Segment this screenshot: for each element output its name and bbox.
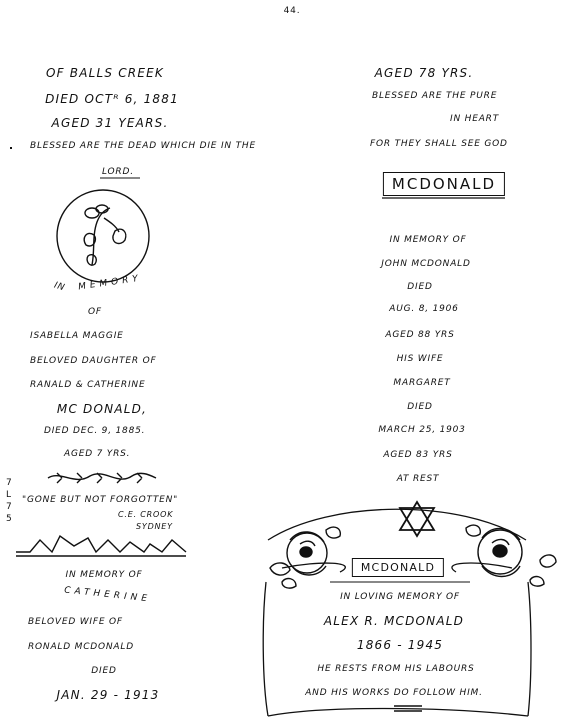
right-top-line-3: IN HEART xyxy=(450,114,500,124)
jagged-border xyxy=(16,536,186,556)
left-rose-drawing xyxy=(270,527,340,588)
family-name-box: MCDONALD xyxy=(383,172,505,196)
john-line-10: AGED 83 YRS xyxy=(383,450,453,460)
page-number: 44. xyxy=(283,6,301,16)
final-line-3: DIED xyxy=(91,666,117,676)
margin-mark-1: 7 xyxy=(6,478,13,488)
final-line-1: BELOVED WIFE OF xyxy=(28,617,123,627)
john-line-3: DIED xyxy=(407,282,433,292)
person-line-4: MC DONALD, xyxy=(56,402,148,416)
john-line-8: DIED xyxy=(407,402,433,412)
john-line-2: JOHN MCDONALD xyxy=(381,259,471,269)
catherine-arc: CATHERINE xyxy=(63,585,152,605)
in-memory-of-line: IN MEMORY OF xyxy=(65,570,143,580)
left-of-word: OF xyxy=(88,307,102,317)
alex-line-5: AND HIS WORKS DO FOLLOW HIM. xyxy=(305,688,483,698)
maker-line-2: SYDNEY xyxy=(136,522,173,531)
margin-mark-3: 7 xyxy=(6,502,13,512)
alex-line-4: HE RESTS FROM HIS LABOURS xyxy=(317,664,475,674)
right-top-line-2: BLESSED ARE THE PURE xyxy=(372,91,498,101)
john-line-5: AGED 88 YRS xyxy=(385,330,455,340)
john-line-1: IN MEMORY OF xyxy=(389,235,467,245)
right-rose-drawing xyxy=(466,525,556,586)
final-line-2: RONALD MCDONALD xyxy=(28,642,134,652)
left-line-1: OF BALLS CREEK xyxy=(46,66,164,80)
scroll-name-box: MCDONALD xyxy=(352,558,444,577)
left-line-5: LORD. xyxy=(102,167,134,177)
right-top-line-1: AGED 78 YRS. xyxy=(374,66,474,80)
epitaph-line: "GONE BUT NOT FORGOTTEN" xyxy=(22,495,179,505)
john-line-4: AUG. 8, 1906 xyxy=(389,304,459,314)
star-of-david-drawing xyxy=(400,502,434,536)
alex-line-3: 1866 - 1945 xyxy=(356,638,444,652)
final-line-4: JAN. 29 - 1913 xyxy=(56,688,160,702)
left-line-4: BLESSED ARE THE DEAD WHICH DIE IN THE xyxy=(30,141,256,151)
left-line-2: DIED OCTᴿ 6, 1881 xyxy=(45,92,179,106)
person-line-6: AGED 7 YRS. xyxy=(64,449,131,459)
person-line-5: DIED DEC. 9, 1885. xyxy=(44,426,146,436)
john-line-9: MARCH 25, 1903 xyxy=(378,425,466,435)
medallion-drawing xyxy=(57,190,149,282)
in-memory-word-in: IN xyxy=(52,280,67,294)
margin-mark-4: 5 xyxy=(6,514,13,524)
in-memory-word-memory: MEMORY xyxy=(77,273,143,293)
margin-mark-2: L xyxy=(6,490,12,500)
alex-line-1: IN LOVING MEMORY OF xyxy=(340,592,460,602)
leaf-ornament xyxy=(48,473,156,483)
alex-line-2: ALEX R. MCDONALD xyxy=(323,614,465,628)
right-top-line-4: FOR THEY SHALL SEE GOD xyxy=(370,139,508,149)
john-line-7: MARGARET xyxy=(393,378,451,388)
scroll-frame xyxy=(263,509,531,716)
person-line-2: BELOVED DAUGHTER OF xyxy=(30,356,157,366)
person-line-1: ISABELLA MAGGIE xyxy=(30,331,124,341)
john-line-6: HIS WIFE xyxy=(396,354,444,364)
person-line-3: RANALD & CATHERINE xyxy=(30,380,146,390)
left-line-3: AGED 31 YEARS. xyxy=(51,116,169,130)
john-line-11: AT REST xyxy=(396,474,440,484)
maker-line-1: C.E. CROOK xyxy=(118,510,174,519)
